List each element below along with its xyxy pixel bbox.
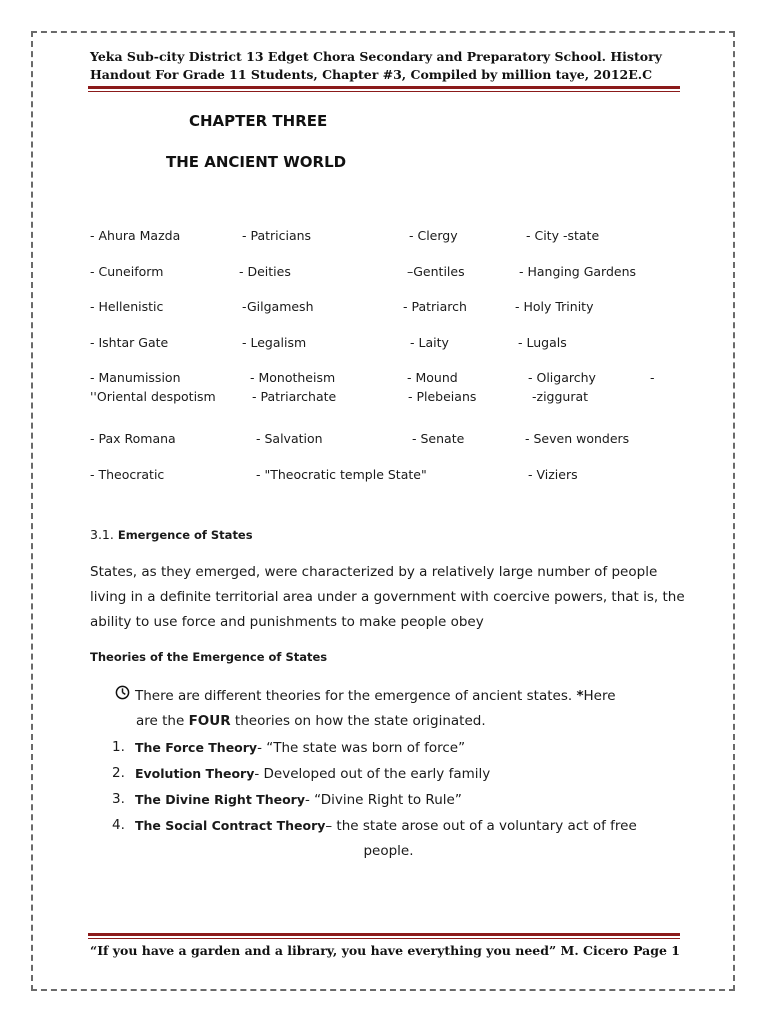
- term: - Hanging Gardens: [519, 263, 637, 279]
- chapter-title: THE ANCIENT WORLD: [166, 153, 347, 171]
- term: - Lugals: [518, 334, 567, 350]
- intro-text: are the: [136, 713, 189, 729]
- term: - Patriarch: [403, 299, 467, 314]
- list-number: 3.: [112, 791, 125, 807]
- list-item: [112, 813, 682, 864]
- theory-desc: – the state arose out of a voluntary act of free: [325, 818, 637, 834]
- section-paragraph: States, as they emerged, were characterized by a relatively large number of people living in a definite territorial area under a government with coercive powers, that is, the ability to use force and punishments to make people obey: [90, 564, 685, 630]
- intro-four: FOUR: [188, 713, 231, 729]
- term: - Legalism: [242, 334, 307, 350]
- term: - Cuneiform: [90, 263, 164, 279]
- section-title: Emergence of States: [117, 528, 253, 542]
- chapter-label: CHAPTER THREE: [189, 112, 328, 130]
- term: - Theocratic: [90, 466, 165, 482]
- list-number: 2.: [112, 765, 125, 781]
- term: - Deities: [239, 263, 291, 279]
- term-row: [90, 228, 680, 264]
- section-number: 3.1.: [90, 527, 114, 542]
- intro-text: There are different theories for the emergence of ancient states.: [135, 688, 577, 704]
- theory-name: Evolution Theory: [135, 766, 255, 781]
- term: - Salvation: [256, 431, 323, 446]
- term: - Seven wonders: [525, 431, 630, 446]
- term: - Plebeians: [408, 389, 477, 404]
- term-row: [90, 389, 680, 431]
- list-item: [112, 787, 682, 813]
- term: -Gilgamesh: [242, 299, 314, 314]
- term: - Oligarchy: [528, 370, 596, 385]
- term: - Manumission: [90, 370, 181, 385]
- term-row: [90, 335, 680, 371]
- term: - Patricians: [242, 228, 312, 243]
- footer-rule: [88, 933, 680, 939]
- term: - Monotheism: [250, 370, 336, 385]
- term: - Patriarchate: [252, 389, 337, 404]
- intro-line-2: [115, 709, 675, 734]
- term-row: [90, 431, 680, 467]
- page-header: [90, 48, 690, 84]
- theory-desc: - Developed out of the early family: [254, 766, 491, 782]
- theory-name: The Social Contract Theory: [135, 818, 326, 833]
- term: - Ahura Mazda: [90, 228, 181, 243]
- header-line-2: Handout For Grade 11 Students, Chapter #3, Compiled by million taye, 2012E.C: [90, 67, 653, 82]
- list-number: 1.: [112, 739, 125, 755]
- page-number: Page 1: [633, 943, 680, 958]
- header-line-1: Yeka Sub-city District 13 Edget Chora Secondary and Preparatory School. History: [90, 49, 662, 64]
- theory-desc: - “The state was born of force”: [257, 740, 466, 756]
- theory-name: The Force Theory: [135, 740, 258, 755]
- page-footer: [90, 943, 680, 958]
- term: -ziggurat: [532, 389, 589, 404]
- theories-heading: Theories of the Emergence of States: [90, 650, 328, 664]
- term: - Pax Romana: [90, 431, 176, 446]
- term: - Viziers: [528, 466, 578, 482]
- term: - Holy Trinity: [515, 299, 594, 314]
- term: -: [650, 370, 655, 385]
- key-terms: [90, 228, 680, 502]
- term: - Mound: [407, 370, 458, 385]
- term-row: [90, 299, 680, 335]
- header-rule: [88, 86, 680, 92]
- section-heading: [90, 527, 253, 542]
- intro-text: theories on how the state originated.: [230, 713, 486, 729]
- term: - Laity: [410, 334, 449, 350]
- term: - City -state: [526, 228, 600, 243]
- term: –Gentiles: [407, 263, 465, 279]
- term: - Ishtar Gate: [90, 334, 169, 350]
- theory-name: The Divine Right Theory: [135, 792, 305, 807]
- footer-quote: “If you have a garden and a library, you have everything you need” M. Cicero: [90, 943, 629, 958]
- intro-text-end: Here: [583, 688, 616, 704]
- theories-list: [112, 735, 682, 864]
- term-row: [90, 467, 680, 503]
- term-row: [90, 264, 680, 300]
- clock-icon: [115, 684, 135, 709]
- intro-star: *: [576, 688, 584, 704]
- theory-desc: - “Divine Right to Rule”: [304, 792, 462, 808]
- list-item: [112, 761, 682, 787]
- list-item: [112, 735, 682, 761]
- theory-desc-continued: people.: [363, 843, 414, 859]
- theories-intro: [115, 684, 675, 734]
- term: - Hellenistic: [90, 299, 164, 314]
- list-number: 4.: [112, 817, 125, 833]
- term: - "Theocratic temple State": [256, 466, 427, 482]
- term: - Clergy: [409, 228, 458, 243]
- term: - Senate: [412, 431, 465, 446]
- term: ''Oriental despotism: [90, 389, 216, 404]
- term-row: [90, 370, 680, 389]
